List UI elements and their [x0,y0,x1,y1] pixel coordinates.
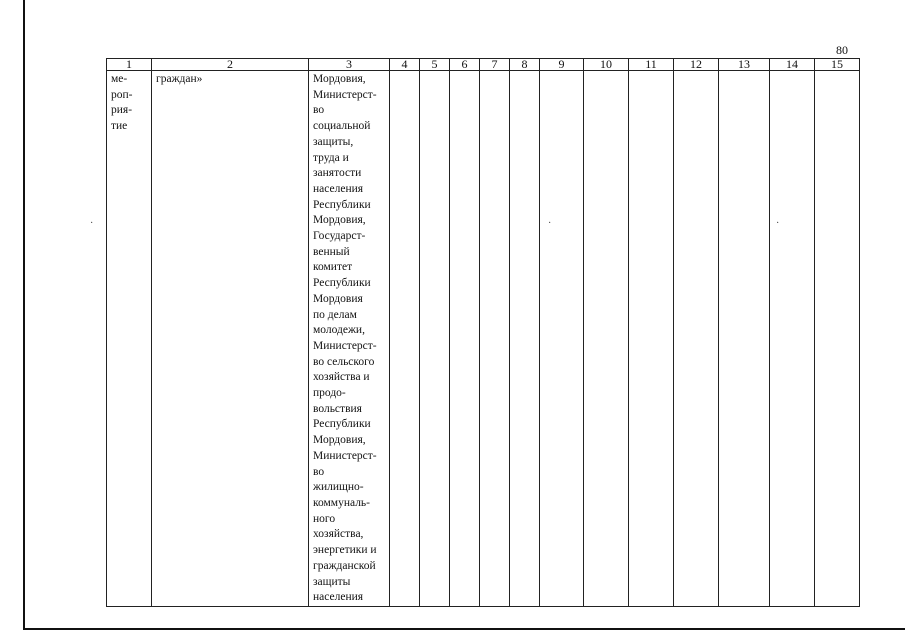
table-cell [510,71,540,607]
table-cell [770,71,815,607]
scan-dot: · [776,218,780,229]
table-cell [540,71,584,607]
table-cell [480,71,510,607]
cell-text-col3: Мордовия, Министерст- во социальной защиты, труда и занятости населения Республики Мордовия, Государст- венный комитет Республики Мордовия по делам молодежи, Министерст- во сельского хозяйства и продо- вольствия Республики Мордовия, Министерст- во жилищно- коммуналь- ного хозяйства, энергетики и гражданской защиты населения [313,73,377,604]
column-header: 13 [719,59,770,71]
table-cell [584,71,629,607]
scan-dot: · [548,218,552,229]
scan-dot: · [90,218,94,229]
column-header: 15 [815,59,860,71]
column-header: 9 [540,59,584,71]
table-cell [629,71,674,607]
column-header: 4 [390,59,420,71]
column-header: 11 [629,59,674,71]
column-header: 3 [309,59,390,71]
table-row [107,71,860,607]
column-header: 7 [480,59,510,71]
table-cell [420,71,450,607]
table-cell [450,71,480,607]
page-number: 80 [836,43,848,57]
page-bottom-border [23,628,905,630]
header-row [107,59,860,71]
table-cell [152,71,309,607]
table-cell [107,71,152,607]
column-header: 8 [510,59,540,71]
table-cell [815,71,860,607]
cell-text-col2: граждан» [156,73,203,85]
table-cell [390,71,420,607]
column-header: 6 [450,59,480,71]
column-header: 14 [770,59,815,71]
table-cell [719,71,770,607]
cell-text-col1: ме- роп- рия- тие [111,73,133,133]
data-table [106,58,860,607]
table-cell [309,71,390,607]
column-header: 5 [420,59,450,71]
page-left-border [23,0,25,630]
column-header: 12 [674,59,719,71]
table-cell [674,71,719,607]
column-header: 1 [107,59,152,71]
column-header: 10 [584,59,629,71]
column-header: 2 [152,59,309,71]
